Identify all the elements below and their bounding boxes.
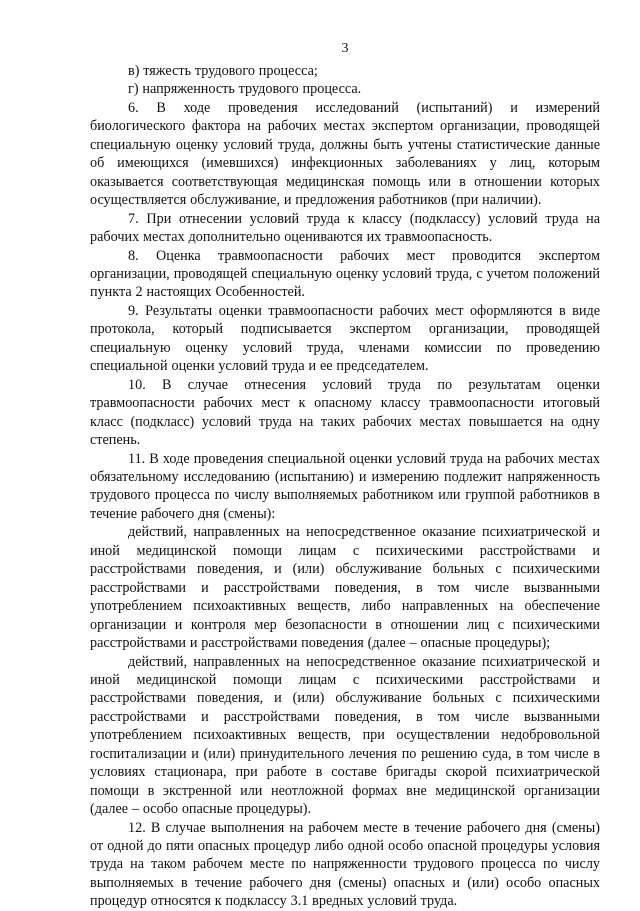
list-item-v: в) тяжесть трудового процесса; xyxy=(128,63,318,79)
paragraph-9: 9. Результаты оценки травмоопасности рабочих мест оформляются в виде протокола, который подписывается экспертом организации, проводящей специальную оценку условий труда, членами комиссии по проведению специальной оценки условий труда и ее председателем. xyxy=(90,302,600,375)
page-number: 3 xyxy=(341,41,349,56)
paragraph-11: 11. В ходе проведения специальной оценки условий труда на рабочих местах обязательному исследованию (испытанию) и измерению подлежит напряженность трудового процесса по числу выполняемых работником или группой работников в течение рабочего дня (смены): xyxy=(90,450,600,522)
paragraph-7: 7. При отнесении условий труда к классу (подклассу) условий труда на рабочих местах дополнительно оцениваются их травмоопасность. xyxy=(90,210,600,246)
paragraph-8: 8. Оценка травмоопасности рабочих мест проводится экспертом организации, проводящей специальную оценку условий труда, с учетом положений пункта 2 настоящих Особенностей. xyxy=(90,247,600,301)
paragraph-11-especially-hazardous-procedures: действий, направленных на непосредственное оказание психиатрической и иной медицинской помощи лицам с психическими расстройствами и расстройствами поведения, и (или) обслуживание больных с психическими расстройствами и расстройствами поведения, в том числе вызванными употреблением психоактивных веществ, при осуществлении недобровольной госпитализации и (или) принудительного лечения по решению суда, в том числе в условиях стационара, при работе в составе бригады скорой психиатрической помощи в экстренной или неотложной формах вне медицинской организации (далее – особо опасные процедуры). xyxy=(90,653,600,818)
list-item-g: г) напряженность трудового процесса. xyxy=(128,81,362,98)
paragraph-12: 12. В случае выполнения на рабочем месте в течение рабочего дня (смены) от одной до пяти опасных процедур либо одной особо опасной процедуры условия труда на таком рабочем месте по напряженности трудового процесса по числу выполняемых в течение рабочего дня (смены) опасных и (или) особо опасных процедур относятся к подклассу 3.1 вредных условий труда. xyxy=(90,819,600,910)
paragraph-11-hazardous-procedures: действий, направленных на непосредственное оказание психиатрической и иной медицинской помощи лицам с психическими расстройствами и расстройствами поведения, и (или) обслуживание больных с психическими расстройствами и расстройствами поведения, в том числе вызванными употреблением психоактивных веществ, либо направленных на обеспечение организации и контроля мер безопасности в отношении лиц с психическими расстройствами и расстройствами поведения (далее – опасные процедуры); xyxy=(90,524,600,652)
paragraph-10: 10. В случае отнесения условий труда по результатам оценки травмоопасности рабочих мест к опасному классу травмоопасности итоговый класс (подкласс) условий труда на таких рабочих местах повышается на одну степень. xyxy=(90,376,600,449)
paragraph-6: 6. В ходе проведения исследований (испытаний) и измерений биологического фактора на рабочих местах экспертом организации, проводящей специальную оценку условий труда, должны быть учтены статистические данные об имеющихся (имевшихся) инфекционных заболеваниях у лиц, которым оказывается соответствующая медицинская помощь или в отношении которых осуществляется обслуживание, и предложения работников (при наличии). xyxy=(90,99,600,209)
